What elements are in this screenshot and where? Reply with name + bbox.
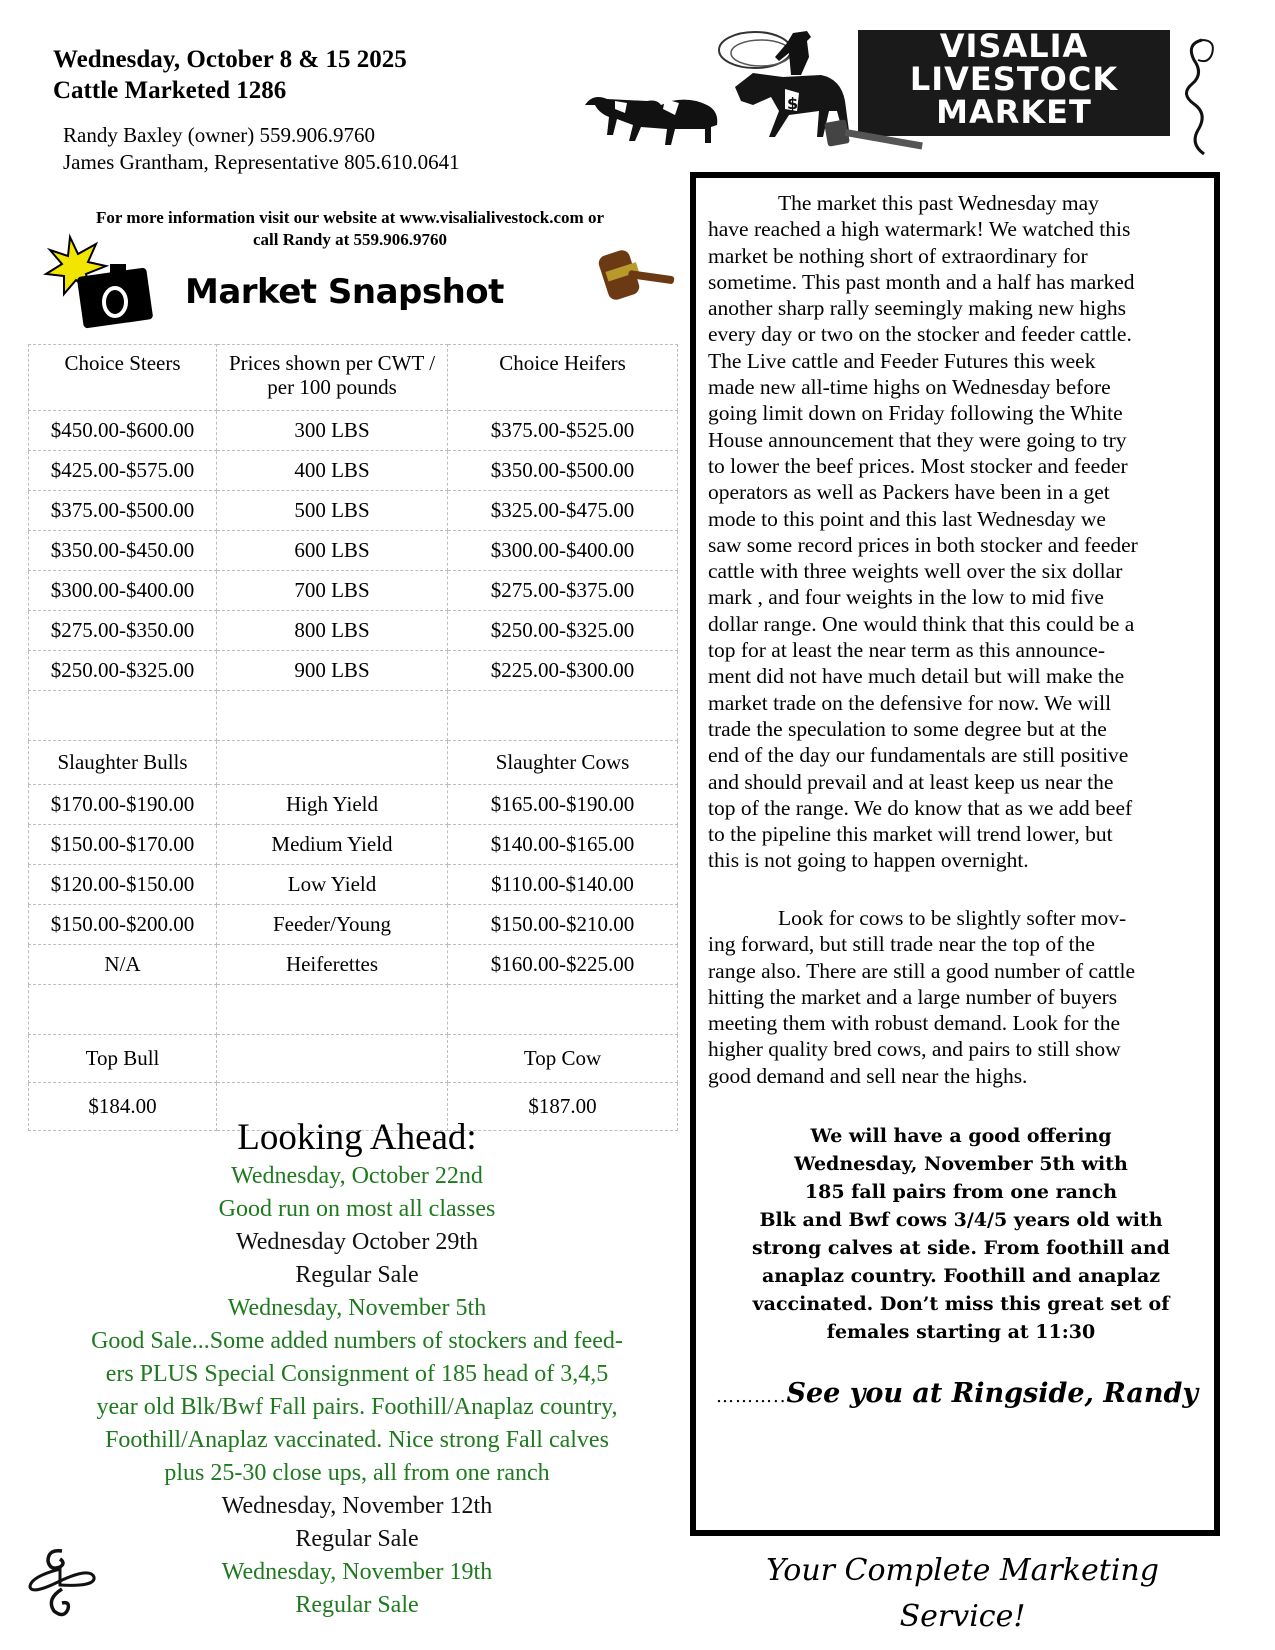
commentary-line-text: meeting them with robust demand. Look for the — [708, 1011, 1120, 1036]
yield-grade: High Yield — [217, 785, 448, 825]
commentary-line-text: going limit down on Friday following the White — [708, 401, 1123, 426]
sale-date: Wednesday, October 8 & 15 2025 — [53, 46, 407, 73]
logo-line-3: MARKET — [936, 93, 1092, 131]
slaughter-bulls-price: $170.00-$190.00 — [29, 785, 217, 825]
looking-ahead-title: Looking Ahead: — [237, 1117, 477, 1158]
feeder-price-row — [29, 611, 678, 651]
feeder-price-row — [29, 411, 678, 451]
header-title — [53, 44, 407, 106]
top-bull-label: Top Bull — [29, 1035, 217, 1083]
commentary-line-text: Look for cows to be slightly softer mov- — [778, 906, 1127, 930]
weight-class: 700 LBS — [217, 571, 448, 611]
feeder-price-row — [29, 571, 678, 611]
empty-cell — [217, 1035, 448, 1083]
slaughter-cows-price: $110.00-$140.00 — [448, 865, 678, 905]
commentary-line — [708, 847, 1210, 873]
table-header-row — [29, 345, 678, 411]
looking-ahead-line: Regular Sale — [295, 1592, 419, 1618]
top-label-row — [29, 1035, 678, 1083]
yield-grade: Medium Yield — [217, 825, 448, 865]
signoff-text: See you at Ringside, Randy — [786, 1378, 1199, 1409]
commentary-line-text: ing forward, but still trade near the top of the — [708, 932, 1095, 957]
gavel-icon — [820, 115, 930, 155]
looking-ahead-line: Wednesday, November 12th — [221, 1493, 493, 1519]
commentary-line-text: higher quality bred cows, and pairs to still show — [708, 1037, 1121, 1062]
market-snapshot-title: Market Snapshot — [185, 272, 504, 312]
commentary-line — [702, 1318, 1220, 1346]
commentary-line-text: dollar range. One would think that this could be a — [708, 611, 1135, 636]
choice-steers-price: $275.00-$350.00 — [29, 611, 217, 651]
tagline — [690, 1548, 1235, 1640]
commentary-line — [708, 190, 1210, 216]
weight-class: 600 LBS — [217, 531, 448, 571]
commentary-line-text: and should prevail and at least keep us near the — [708, 769, 1114, 794]
commentary-line — [708, 427, 1210, 453]
commentary-line — [708, 984, 1210, 1010]
top-cow-label: Top Cow — [448, 1035, 678, 1083]
commentary-line — [708, 611, 1210, 637]
looking-ahead-line: Good run on most all classes — [218, 1196, 496, 1222]
commentary-line — [702, 1262, 1220, 1290]
commentary-line-text: have reached a high watermark! We watched this — [708, 217, 1131, 242]
commentary-line-text: sometime. This past month and a half has marked — [708, 269, 1135, 294]
yield-grade: Feeder/Young — [217, 905, 448, 945]
top-bull-value: $184.00 — [29, 1083, 217, 1131]
commentary-line — [708, 795, 1210, 821]
choice-steers-price: $425.00-$575.00 — [29, 451, 217, 491]
commentary-line — [708, 931, 1210, 957]
slaughter-header-row — [29, 741, 678, 785]
weight-class: 300 LBS — [217, 411, 448, 451]
camera-flash-icon — [40, 232, 155, 332]
empty-cell — [217, 985, 448, 1035]
choice-steers-price: $450.00-$600.00 — [29, 411, 217, 451]
commentary-line-text: top of the range. We do know that as we add beef — [708, 795, 1133, 820]
commentary-line — [708, 821, 1210, 847]
empty-cell — [217, 741, 448, 785]
empty-cell — [29, 691, 217, 741]
commentary-line-text: mode to this point and this last Wednesday we — [708, 506, 1106, 531]
weight-class: 800 LBS — [217, 611, 448, 651]
looking-ahead-line: Foothill/Anaplaz vaccinated. Nice strong Fall calves — [105, 1427, 609, 1453]
choice-heifers-price: $325.00-$475.00 — [448, 491, 678, 531]
commentary-line-text: females starting at 11:30 — [826, 1321, 1096, 1343]
feeder-price-row — [29, 531, 678, 571]
choice-steers-price: $250.00-$325.00 — [29, 651, 217, 691]
commentary-line-text: another sharp rally seemingly making new highs — [708, 296, 1126, 321]
looking-ahead-line: Good Sale...Some added numbers of stockers and feed- — [91, 1328, 623, 1354]
signoff — [716, 1378, 1198, 1409]
commentary-line-text: anaplaz country. Foothill and anaplaz — [761, 1265, 1161, 1287]
choice-steers-price: $375.00-$500.00 — [29, 491, 217, 531]
commentary-line-text: 185 fall pairs from one ranch — [804, 1181, 1118, 1203]
commentary-line — [708, 558, 1210, 584]
slaughter-price-row — [29, 945, 678, 985]
commentary-line — [708, 905, 1210, 931]
commentary-line-text: good demand and sell near the highs. — [708, 1063, 1028, 1088]
commentary-line — [708, 479, 1210, 505]
commentary-line — [702, 1178, 1220, 1206]
slaughter-price-row — [29, 785, 678, 825]
website-info-line1[interactable]: For more information visit our website at www.visalialivestock.com or — [95, 208, 605, 227]
slaughter-cows-header: Slaughter Cows — [448, 741, 678, 785]
slaughter-cows-price: $150.00-$210.00 — [448, 905, 678, 945]
choice-steers-price: $350.00-$450.00 — [29, 531, 217, 571]
empty-cell — [448, 985, 678, 1035]
commentary-line — [708, 637, 1210, 663]
looking-ahead-line: Wednesday, November 5th — [227, 1295, 487, 1321]
contact-representative: James Grantham, Representative 805.610.0641 — [63, 150, 460, 174]
empty-cell — [29, 985, 217, 1035]
commentary-line — [708, 506, 1210, 532]
logo-line-1: VISALIA — [939, 27, 1089, 65]
slaughter-cows-price: $140.00-$165.00 — [448, 825, 678, 865]
commentary-line-text: operators as well as Packers have been in a get — [708, 480, 1110, 505]
looking-ahead-line: Regular Sale — [295, 1262, 419, 1288]
feeder-price-row — [29, 651, 678, 691]
looking-ahead-line: Wednesday October 29th — [236, 1229, 478, 1255]
commentary-line-text: every day or two on the stocker and feeder cattle. — [708, 322, 1132, 347]
slaughter-bulls-header: Slaughter Bulls — [29, 741, 217, 785]
commentary-line — [708, 716, 1210, 742]
spacer-row — [29, 985, 678, 1035]
commentary-line — [708, 1036, 1210, 1062]
slaughter-cows-price: $165.00-$190.00 — [448, 785, 678, 825]
flourish-icon — [1182, 30, 1222, 160]
yield-grade: Low Yield — [217, 865, 448, 905]
commentary-line — [708, 690, 1210, 716]
commentary-line — [708, 348, 1210, 374]
choice-heifers-price: $300.00-$400.00 — [448, 531, 678, 571]
commentary-line-text: Wednesday, November 5th with — [794, 1153, 1128, 1175]
signoff-dots: ……….. — [716, 1386, 787, 1407]
choice-steers-price: $300.00-$400.00 — [29, 571, 217, 611]
choice-heifers-price: $350.00-$500.00 — [448, 451, 678, 491]
choice-heifers-price: $375.00-$525.00 — [448, 411, 678, 451]
commentary-line-text: House announcement that they were going to try — [708, 427, 1127, 452]
commentary-paragraph-1 — [708, 190, 1210, 874]
empty-cell — [448, 691, 678, 741]
yield-grade: Heiferettes — [217, 945, 448, 985]
looking-ahead-line: Wednesday, November 19th — [221, 1559, 493, 1585]
commentary-line-text: end of the day our fundamentals are still positive — [708, 743, 1129, 768]
commentary-line — [708, 243, 1210, 269]
commentary-line — [708, 532, 1210, 558]
commentary-line-text: to lower the beef prices. Most stocker and feeder — [708, 453, 1128, 478]
slaughter-price-row — [29, 905, 678, 945]
spacer-row — [29, 691, 678, 741]
commentary-line — [708, 453, 1210, 479]
slaughter-price-row — [29, 825, 678, 865]
contacts — [63, 122, 460, 176]
choice-heifers-header: Choice Heifers — [448, 345, 678, 411]
commentary-paragraph-2 — [708, 905, 1210, 1089]
commentary-line — [708, 321, 1210, 347]
looking-ahead-line: Regular Sale — [295, 1526, 419, 1552]
commentary-line — [708, 1010, 1210, 1036]
tagline-line2: Service! — [899, 1599, 1026, 1634]
commentary-line — [708, 374, 1210, 400]
commentary-line — [702, 1290, 1220, 1318]
commentary-line — [708, 584, 1210, 610]
commentary-line-text: made new all-time highs on Wednesday before — [708, 375, 1111, 400]
commentary-line-text: vaccinated. Don’t miss this great set of — [752, 1293, 1170, 1315]
commentary-line-text: top for at least the near term as this announce- — [708, 638, 1106, 663]
commentary-line — [702, 1234, 1220, 1262]
slaughter-cows-price: $160.00-$225.00 — [448, 945, 678, 985]
commentary-line-text: hitting the market and a large number of buyers — [708, 984, 1118, 1009]
choice-heifers-price: $250.00-$325.00 — [448, 611, 678, 651]
commentary-line-text: strong calves at side. From foothill and — [752, 1237, 1170, 1259]
looking-ahead-line: plus 25-30 close ups, all from one ranch — [164, 1460, 550, 1486]
slaughter-bulls-price: $150.00-$170.00 — [29, 825, 217, 865]
cattle-marketed: Cattle Marketed 1286 — [53, 77, 287, 104]
slaughter-bulls-price: N/A — [29, 945, 217, 985]
choice-heifers-price: $275.00-$375.00 — [448, 571, 678, 611]
commentary-line — [708, 269, 1210, 295]
commentary-line — [708, 1063, 1210, 1089]
empty-cell — [217, 691, 448, 741]
offering-announcement — [702, 1122, 1220, 1346]
looking-ahead-line: Wednesday, October 22nd — [231, 1163, 483, 1189]
commentary-line-text: ment did not have much detail but will make the — [708, 664, 1125, 689]
commentary-line-text: this is not going to happen overnight. — [708, 848, 1029, 873]
cattle-drawing-icon — [575, 85, 725, 145]
commentary-line-text: The Live cattle and Feeder Futures this week — [708, 348, 1096, 373]
price-basis-header: Prices shown per CWT / per 100 pounds — [217, 345, 448, 411]
svg-text:$: $ — [787, 94, 799, 113]
commentary-line-text: Blk and Bwf cows 3/4/5 years old with — [759, 1209, 1163, 1231]
commentary-line — [708, 295, 1210, 321]
slaughter-bulls-price: $150.00-$200.00 — [29, 905, 217, 945]
choice-steers-header: Choice Steers — [29, 345, 217, 411]
weight-class: 900 LBS — [217, 651, 448, 691]
commentary-line-text: range also. There are still a good number of cattle — [708, 958, 1136, 983]
commentary-line — [702, 1150, 1220, 1178]
commentary-line-text: trade the speculation to some degree but at the — [708, 716, 1107, 741]
logo-line-2: LIVESTOCK — [909, 60, 1119, 98]
commentary-line — [708, 769, 1210, 795]
feeder-price-row — [29, 491, 678, 531]
flourish-icon — [22, 1545, 102, 1620]
commentary-line-text: market be nothing short of extraordinary for — [708, 243, 1088, 268]
commentary-line — [708, 216, 1210, 242]
commentary-line — [708, 663, 1210, 689]
website-info-line2: call Randy at 559.906.9760 — [252, 230, 448, 249]
weight-class: 400 LBS — [217, 451, 448, 491]
weight-class: 500 LBS — [217, 491, 448, 531]
commentary-line-text: cattle with three weights well over the six dollar — [708, 559, 1123, 584]
commentary-line — [708, 400, 1210, 426]
contact-owner: Randy Baxley (owner) 559.906.9760 — [63, 123, 376, 147]
slaughter-price-row — [29, 865, 678, 905]
looking-ahead-list — [28, 1160, 686, 1622]
commentary-line — [702, 1122, 1220, 1150]
commentary-line-text: market trade on the defensive for now. We will — [708, 690, 1112, 715]
commentary-line — [708, 742, 1210, 768]
looking-ahead-line: year old Blk/Bwf Fall pairs. Foothill/Anaplaz country, — [96, 1394, 618, 1420]
tagline-line1: Your Complete Marketing — [766, 1553, 1159, 1588]
commentary-line — [708, 958, 1210, 984]
market-snapshot-table — [28, 344, 678, 1131]
choice-heifers-price: $225.00-$300.00 — [448, 651, 678, 691]
commentary-line-text: The market this past Wednesday may — [778, 191, 1099, 215]
commentary-line-text: to the pipeline this market will trend lower, but — [708, 822, 1113, 847]
looking-ahead-line: ers PLUS Special Consignment of 185 head of 3,4,5 — [105, 1361, 609, 1387]
slaughter-bulls-price: $120.00-$150.00 — [29, 865, 217, 905]
top-cow-value: $187.00 — [448, 1083, 678, 1131]
feeder-price-row — [29, 451, 678, 491]
commentary-line-text: saw some record prices in both stocker and feeder — [708, 532, 1138, 557]
commentary-line-text: mark , and four weights in the low to mid five — [708, 585, 1104, 610]
gavel-icon — [595, 244, 675, 314]
commentary-line-text: We will have a good offering — [810, 1125, 1112, 1147]
commentary-line — [702, 1206, 1220, 1234]
